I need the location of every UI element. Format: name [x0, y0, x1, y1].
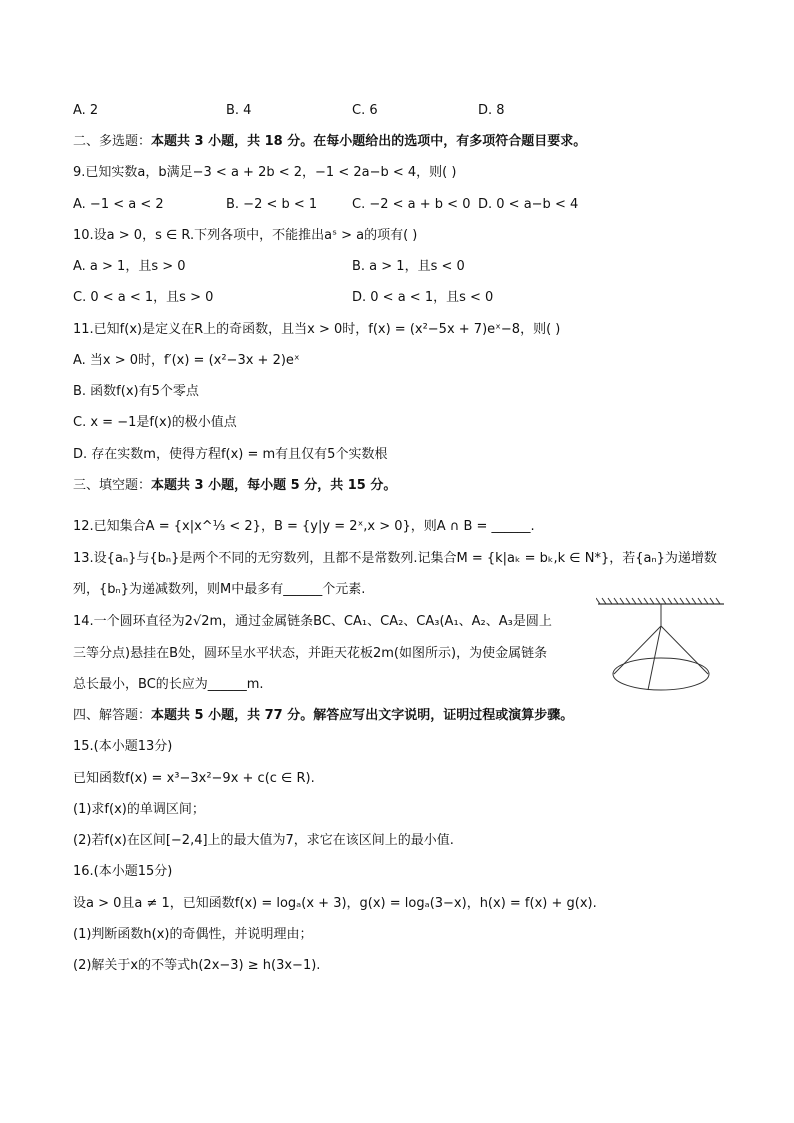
q9-option-d: D. 0 < a−b < 4	[478, 197, 579, 212]
q16-line2: (1)判断函数h(x)的奇偶性，并说明理由；	[73, 927, 313, 942]
q16-line1: 设a > 0且a ≠ 1，已知函数f(x) = logₐ(x + 3)，g(x) = logₐ(3−x)，h(x) = f(x) + g(x).	[73, 896, 597, 911]
q9-option-a: A. −1 < a < 2	[73, 197, 164, 212]
q8-option-a: A. 2	[73, 103, 99, 118]
q13-line2: 列，{bₙ}为递减数列，则M中最多有______个元素.	[73, 582, 366, 597]
q8-option-b: B. 4	[226, 103, 252, 118]
q11-option-d: D. 存在实数m，使得方程f(x) = m有且仅有5个实数根	[73, 447, 388, 462]
section3-title: 三、填空题：	[73, 478, 152, 493]
hanging-ring-figure	[596, 596, 726, 696]
q14-line2: 三等分点)悬挂在B处，圆环呈水平状态，并距天花板2m(如图所示)，为使金属链条	[73, 646, 548, 661]
q8-option-c: C. 6	[352, 103, 378, 118]
q9-option-b: B. −2 < b < 1	[226, 197, 318, 212]
q11-stem: 11.已知f(x)是定义在R上的奇函数，且当x > 0时，f(x) = (x²−5x + 7)eˣ−8，则( )	[73, 322, 561, 337]
q16-line3: (2)解关于x的不等式h(2x−3) ≥ h(3x−1).	[73, 958, 321, 973]
q8-option-d: D. 8	[478, 103, 505, 118]
q16-header: 16.(本小题15分)	[73, 864, 173, 879]
q9-option-c: C. −2 < a + b < 0	[352, 197, 471, 212]
q14-line1: 14.一个圆环直径为2√2m，通过金属链条BC、CA₁、CA₂、CA₃(A₁、A₂、A₃是圆上	[73, 614, 552, 629]
section2-desc: 本题共 3 小题，共 18 分。在每小题给出的选项中，有多项符合题目要求。	[151, 134, 587, 149]
q15-line2: (1)求f(x)的单调区间；	[73, 802, 205, 817]
q14-line3: 总长最小，BC的长应为______m.	[73, 677, 264, 692]
q11-option-a: A. 当x > 0时，f′(x) = (x²−3x + 2)eˣ	[73, 353, 300, 368]
q11-option-b: B. 函数f(x)有5个零点	[73, 384, 199, 399]
q11-option-c: C. x = −1是f(x)的极小值点	[73, 415, 237, 430]
q12-text: 12.已知集合A = {x|x^⅓ < 2}，B = {y|y = 2ˣ,x > 0}，则A ∩ B = ______.	[73, 519, 535, 534]
q10-stem: 10.设a > 0，s ∈ R.下列各项中，不能推出aˢ > a的项有( )	[73, 228, 418, 243]
q10-option-a: A. a > 1，且s > 0	[73, 259, 186, 274]
section3-desc: 本题共 3 小题，每小题 5 分，共 15 分。	[151, 478, 397, 493]
section2-title: 二、多选题：	[73, 134, 152, 149]
section2-heading	[73, 133, 586, 151]
q15-line3: (2)若f(x)在区间[−2,4]上的最大值为7，求它在该区间上的最小值.	[73, 833, 454, 848]
q10-option-d: D. 0 < a < 1，且s < 0	[352, 290, 494, 305]
q15-line1: 已知函数f(x) = x³−3x²−9x + c(c ∈ R).	[73, 771, 315, 786]
q10-option-c: C. 0 < a < 1，且s > 0	[73, 290, 214, 305]
q10-option-b: B. a > 1，且s < 0	[352, 259, 465, 274]
section4-title: 四、解答题：	[73, 708, 152, 723]
q13-line1: 13.设{aₙ}与{bₙ}是两个不同的无穷数列，且都不是常数列.记集合M = {k|aₖ = bₖ,k ∈ N*}，若{aₙ}为递增数	[73, 551, 717, 566]
section4-heading	[73, 707, 573, 725]
q9-stem: 9.已知实数a，b满足−3 < a + 2b < 2，−1 < 2a−b < 4，则( )	[73, 165, 457, 180]
section4-desc: 本题共 5 小题，共 77 分。解答应写出文字说明，证明过程或演算步骤。	[151, 708, 574, 723]
section3-heading	[73, 477, 396, 495]
q15-header: 15.(本小题13分)	[73, 739, 173, 754]
